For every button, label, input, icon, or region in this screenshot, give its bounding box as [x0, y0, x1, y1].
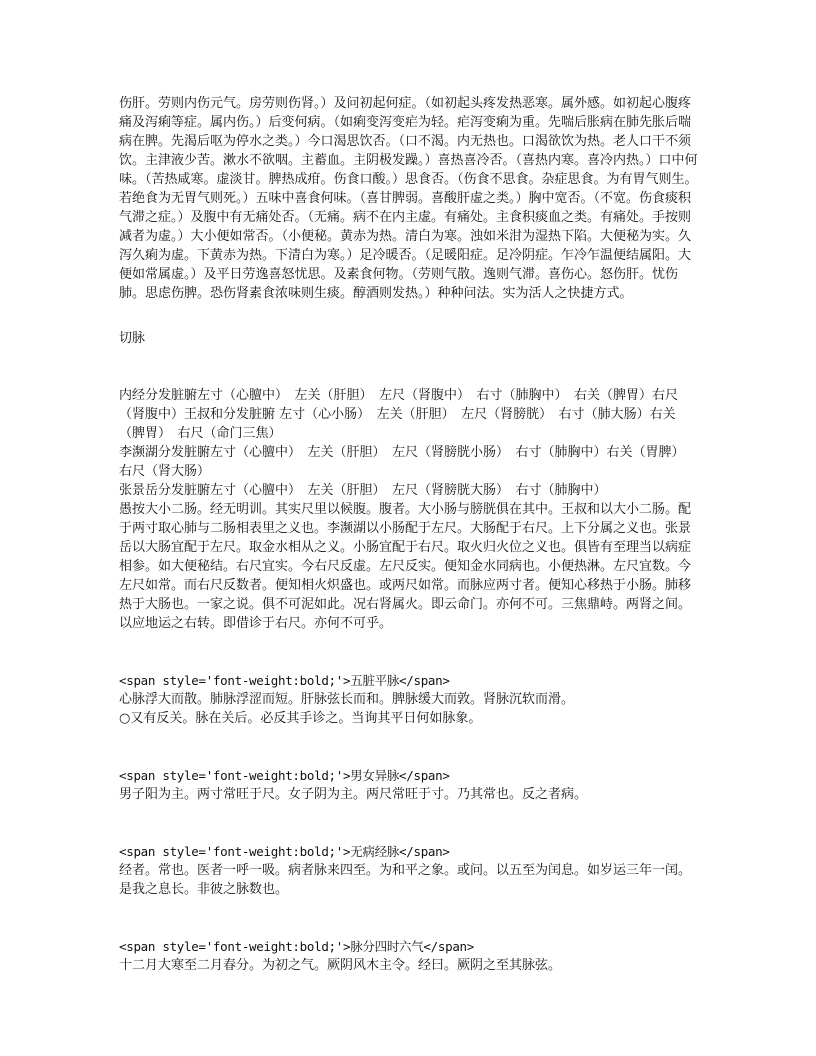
pulse-line-zhangjingyue: 张景岳分发脏腑左寸（心膻中） 左关（肝胆） 左尺（肾膀胱大肠） 右寸（肺胸中）: [119, 483, 607, 498]
heading-qiemai: 切脉: [119, 331, 146, 346]
spacer: [119, 804, 701, 842]
section-line: 经者。常也。医者一呼一吸。病者脉来四至。为和平之象。或问。以五至为闰息。如岁运三年一闰。是我之息长。非彼之脉数也。: [119, 863, 692, 897]
section-title-raw: <span style='font-weight:bold;'>无病经脉</span>: [119, 844, 450, 859]
pulse-line-commentary: 愚按大小二肠。经无明训。其实尺里以候腹。腹者。大小肠与膀胱俱在其中。王叔和以大小二肠。配于两寸取心肺与二肠相表里之义也。李濒湖以小肠配于左尺。大肠配于右尺。上下分属之义也。张景岳以大肠宜配于左尺。取金水相从之义。小肠宜配于右尺。取火归火位之义也。俱皆有至理当以病症相参。如大便秘结。右尺宜实。今右尺反虚。左尺反实。便知金水同病也。小便热淋。左尺宜数。今左尺如常。而右尺反数者。便知相火炽盛也。或两尺如常。而脉应两寸者。便知心移热于小肠。肺移热于大肠也。一家之说。俱不可泥如此。况右肾属火。即云命门。亦何不可。三焦鼎峙。两肾之间。以应地运之右转。即借诊于右尺。亦何不可乎。: [119, 502, 692, 631]
document-page: [119, 94, 701, 975]
spacer: [119, 728, 701, 766]
section-wubing-jingmai: [119, 842, 701, 899]
section-line: 男子阳为主。两寸常旺于尺。女子阴为主。两尺常旺于寸。乃其常也。反之者病。: [119, 787, 588, 802]
section-mai-fen-sishi-liuqi: [119, 937, 701, 975]
section-title-raw: <span style='font-weight:bold;'>男女异脉</span>: [119, 768, 450, 783]
spacer: [119, 303, 701, 329]
spacer: [119, 899, 701, 937]
pulse-line-neijing-wangshuhe: 内经分发脏腑左寸（心膻中） 左关（肝胆） 左尺（肾腹中） 右寸（肺胸中） 右关（脾胃）右尺（肾腹中）王叔和分发脏腑 左寸（心小肠） 左关（肝胆） 左尺（肾膀胱） 右寸（肺大肠）右关（脾胃） 右尺（命门三焦）: [119, 388, 679, 441]
pulse-line-libinhu: 李濒湖分发脏腑左寸（心膻中） 左关（肝胆） 左尺（肾膀胱小肠） 右寸（肺胸中）右关（胃脾） 右尺（肾大肠）: [119, 445, 692, 479]
pulse-distribution-block: [119, 386, 701, 633]
section-title-raw: <span style='font-weight:bold;'>五脏平脉</span>: [119, 673, 450, 688]
intro-paragraph: 伤肝。劳则内伤元气。房劳则伤肾。）及问初起何症。（如初起头疼发热恶寒。属外感。如初起心腹疼痛及泻痢等症。属内伤。）后变何病。（如痢变泻变疟为轻。疟泻变痢为重。先喘后胀病在肺先胀后喘病在脾。先渴后呕为停水之类。）今口渴思饮否。（口不渴。内无热也。口渴欲饮为热。老人口干不须饮。主津液少苦。漱水不欲咽。主蓄血。主阴极发躁。）喜热喜冷否。（喜热内寒。喜冷内热。）口中何味。（苦热咸寒。虚淡甘。脾热成疳。伤食口酸。）思食否。（伤食不思食。杂症思食。为有胃气则生。若绝食为无胃气则死。）五味中喜食何味。（喜甘脾弱。喜酸肝虚之类。）胸中宽否。（不宽。伤食痰积气滞之症。）及腹中有无痛处否。（无痛。病不在内主虚。有痛处。主食积痰血之类。有痛处。手按则减者为虚。）大小便如常否。（小便秘。黄赤为热。清白为寒。浊如米泔为湿热下陷。大便秘为实。久泻久痢为虚。下黄赤为热。下清白为寒。）足冷暖否。（足暖阳症。足冷阴症。乍冷乍温便结属阳。大便如常属虚。）及平日劳逸喜怒忧思。及素食何物。（劳则气散。逸则气滞。喜伤心。怒伤肝。忧伤肺。思虑伤脾。恐伤肾素食浓味则生痰。醇酒则发热。）种种问法。实为活人之快捷方式。: [119, 96, 698, 301]
section-nannv-yimai: [119, 766, 701, 804]
section-line: 十二月大寒至二月春分。为初之气。厥阴风木主令。经曰。厥阴之至其脉弦。: [119, 958, 562, 973]
spacer: [119, 348, 701, 386]
section-title-raw: <span style='font-weight:bold;'>脉分四时六气</span>: [119, 939, 475, 954]
section-wuzang-pingmai: [119, 671, 701, 728]
spacer: [119, 633, 701, 671]
section-line: ○又有反关。脉在关后。必反其手诊之。当询其平日何如脉象。: [119, 711, 482, 726]
section-line: 心脉浮大而散。肺脉浮涩而短。肝脉弦长而和。脾脉缓大而敦。肾脉沉软而滑。: [119, 692, 575, 707]
